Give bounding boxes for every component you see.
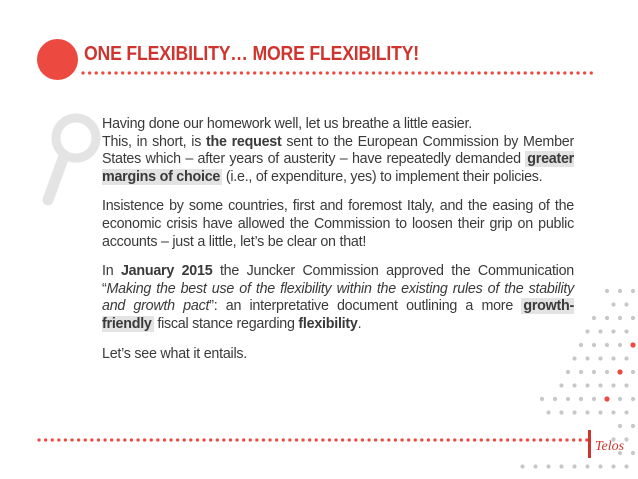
decor-dot [618,343,622,347]
title-bullet-circle [37,39,78,80]
decor-dot [611,329,615,333]
decor-dot [631,397,635,401]
emphasis-flexibility: flexibility [298,315,358,332]
decor-dot [598,464,602,468]
decor-dot [624,302,628,306]
decor-dot [585,329,589,333]
decor-dot [592,397,596,401]
body-text [102,116,574,375]
decor-dot [579,343,583,347]
p1-line1: Having done our homework well, let us breathe a little easier. [102,116,472,132]
decor-dot [611,302,615,306]
decor-dot [598,383,602,387]
title-dotted-underline [80,70,600,76]
decor-dot [598,410,602,414]
paragraph-2: Insistence by some countries, first and foremost Italy, and the easing of the economic crisis have allowed the Commission to loosen their grip on public accounts – just a little, let’s be clear on that! [102,198,574,250]
decor-dot [592,370,596,374]
decor-dot [546,410,550,414]
decor-dot [611,356,615,360]
decor-dot [585,356,589,360]
decor-dot [631,370,635,374]
emphasis-the-request: the request [206,133,282,150]
decor-dot [631,451,635,455]
decor-dot [579,370,583,374]
decor-dot [572,410,576,414]
decor-dot [611,410,615,414]
decor-dot [566,397,570,401]
decor-dot [630,342,635,347]
decor-dot [617,369,622,374]
decor-dot [631,424,635,428]
decor-dot [572,383,576,387]
decor-dot [604,396,609,401]
decor-dot [579,397,583,401]
decor-dot [631,316,635,320]
logo-text: Telos [595,439,625,454]
paragraph-3: In January 2015 the Juncker Commission approved the Communication “Making the best use of the flexibility within the existing rules of the stability and growth pact”: an interpretative document outlining a more growth-friendly fiscal stance regarding flexibility. [102,263,575,332]
decor-dot [585,383,589,387]
decor-dot [624,356,628,360]
paragraph-1: Having done our homework well, let us breathe a little easier. This, in short, is the request sent to the European Commission by Member States which – after years of austerity – have repeatedly demanded greater margins of choice (i.e., of expenditure, yes) to implement their policies. [102,116,574,185]
decor-dot [631,289,635,293]
decor-dot [566,370,570,374]
decor-dot [533,464,537,468]
decor-dot [611,383,615,387]
paragraph-4: Let’s see what it entails. [102,345,248,362]
decor-dot [611,464,615,468]
decor-dot [605,289,609,293]
highlight-greater-margins: greater margins of choice [102,151,574,185]
decor-dot [605,316,609,320]
decor-dot [572,356,576,360]
magnifier-icon [40,108,102,212]
decor-dot [624,464,628,468]
decor-dot [592,316,596,320]
decor-dot [618,289,622,293]
decor-dot [624,410,628,414]
decor-dot [546,464,550,468]
decor-dot [618,316,622,320]
decor-dot [605,370,609,374]
footer-dotted-line [36,437,590,443]
decor-dot [585,464,589,468]
decor-dot [559,464,563,468]
decor-dot [572,464,576,468]
telos-logo [588,426,630,462]
slide-title: ONE FLEXIBILITY… MORE FLEXIBILITY! [84,42,420,65]
decor-dot [605,343,609,347]
decor-dot [598,329,602,333]
decor-dot [559,383,563,387]
decor-dot [559,410,563,414]
document-title-italic: Making the best use of the flexibility within the existing rules of the stability and growth pact [102,280,574,315]
decor-dot [598,356,602,360]
highlight-growth-friendly: growth-friendly [102,298,575,332]
decor-dot [553,397,557,401]
decor-dot [624,329,628,333]
decor-dot [540,397,544,401]
decor-dot [624,383,628,387]
decor-dot [585,410,589,414]
decor-dot [618,397,622,401]
decor-dot [520,464,524,468]
emphasis-january-2015: January 2015 [120,263,213,280]
decor-dot [592,343,596,347]
